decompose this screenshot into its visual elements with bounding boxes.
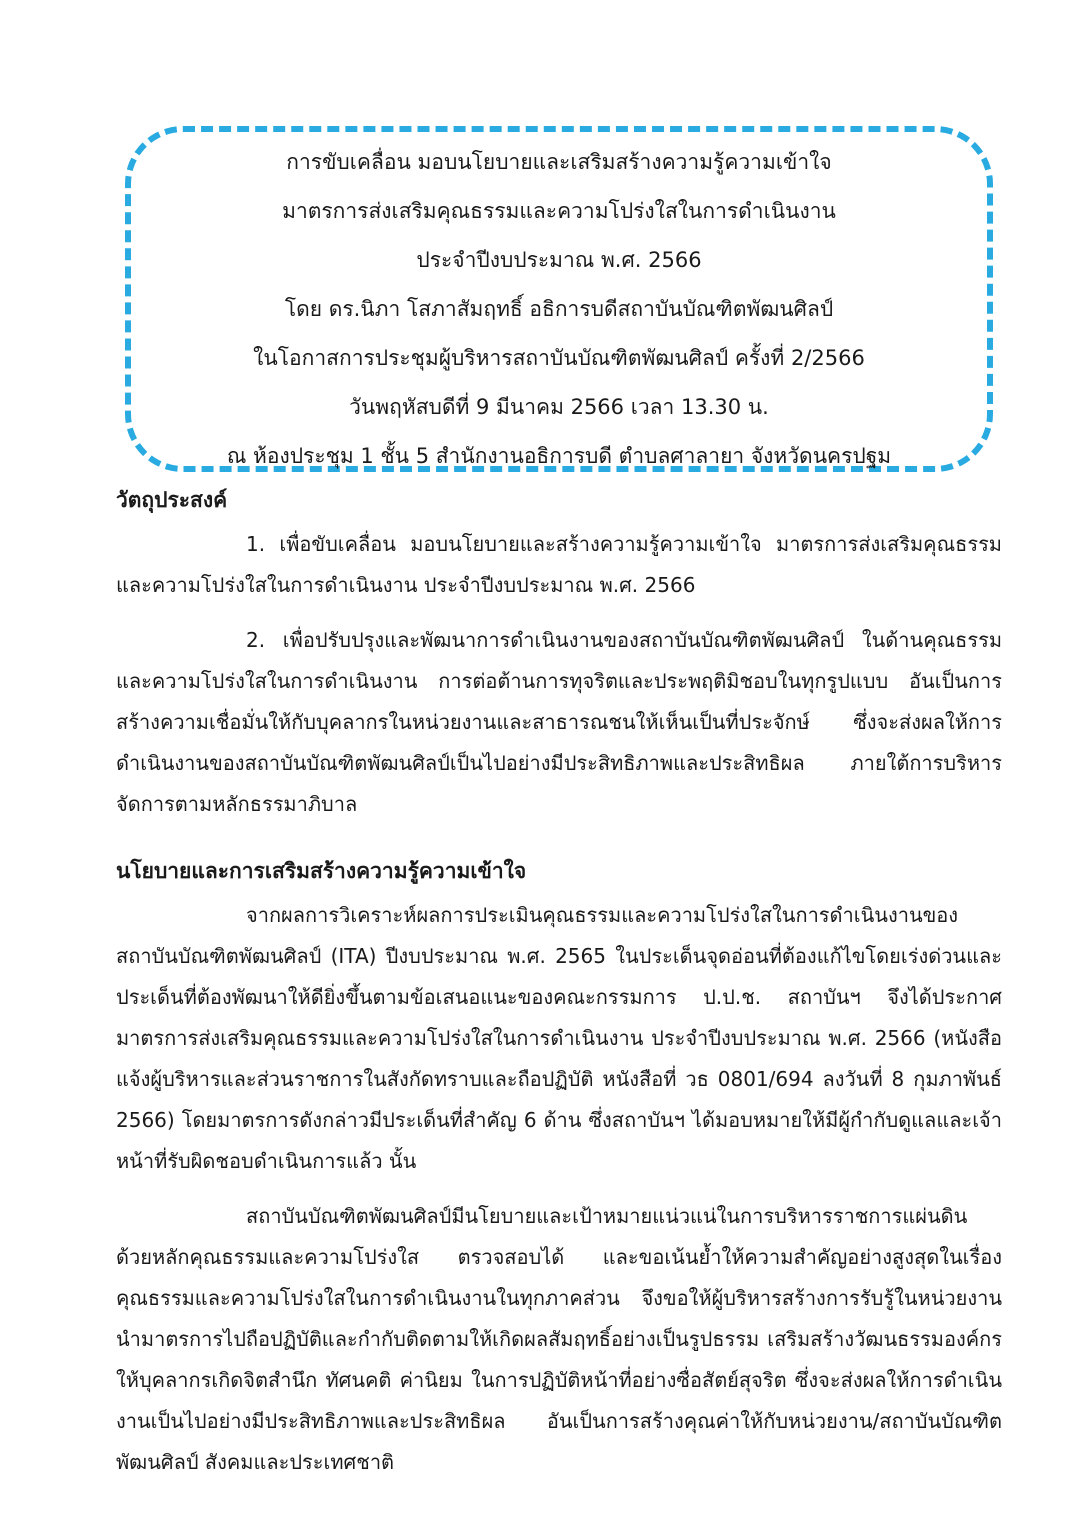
header-line-date: วันพฤหัสบดีที่ 9 มีนาคม 2566 เวลา 13.30 น.: [349, 395, 769, 419]
header-line-measures: มาตรการส่งเสริมคุณธรรมและความโปร่งใสในการดำเนินงาน: [282, 199, 836, 223]
policy-paragraph-1: จากผลการวิเคราะห์ผลการประเมินคุณธรรมและความโปร่งใสในการดำเนินงานของสถาบันบัณฑิตพัฒนศิลป์ (ITA) ปีงบประมาณ พ.ศ. 2565 ในประเด็นจุดอ่อนที่ต้องแก้ไขโดยเร่งด่วนและประเด็นที่ต้องพัฒนาให้ดียิ่งขึ้นตามข้อเสนอแนะของคณะกรรมการ ป.ป.ช. สถาบันฯ จึงได้ประกาศมาตรการส่งเสริมคุณธรรมและความโปร่งใสในการดำเนินงาน ประจำปีงบประมาณ พ.ศ. 2566 (หนังสือแจ้งผู้บริหารและส่วนราชการในสังกัดทราบและถือปฏิบัติ หนังสือที่ วธ 0801/694 ลงวันที่ 8 กุมภาพันธ์ 2566) โดยมาตรการดังกล่าวมีประเด็นที่สำคัญ 6 ด้าน ซึ่งสถาบันฯ ได้มอบหมายให้มีผู้กำกับดูแลและเจ้าหน้าที่รับผิดชอบดำเนินการแล้ว นั้น: [116, 903, 1002, 1173]
header-line-fiscal-year: ประจำปีงบประมาณ พ.ศ. 2566: [416, 248, 702, 272]
header-line-presenter: โดย ดร.นิภา โสภาสัมฤทธิ์ อธิการบดีสถาบันบัณฑิตพัฒนศิลป์: [284, 297, 834, 321]
objectives-heading: วัตถุประสงค์: [116, 488, 228, 512]
objective-item-1: 1. เพื่อขับเคลื่อน มอบนโยบายและสร้างความรู้ความเข้าใจ มาตรการส่งเสริมคุณธรรมและความโปร่งใสในการดำเนินงาน ประจำปีงบประมาณ พ.ศ. 2566: [116, 532, 1002, 597]
objective-item-2: 2. เพื่อปรับปรุงและพัฒนาการดำเนินงานของสถาบันบัณฑิตพัฒนศิลป์ ในด้านคุณธรรมและความโปร่งใสในการดำเนินงาน การต่อต้านการทุจริตและประพฤติมิชอบในทุกรูปแบบ อันเป็นการสร้างความเชื่อมั่นให้กับบุคลากรในหน่วยงานและสาธารณชนให้เห็นเป็นที่ประจักษ์ ซึ่งจะส่งผลให้การดำเนินงานของสถาบันบัณฑิตพัฒนศิลป์เป็นไปอย่างมีประสิทธิภาพและประสิทธิผล ภายใต้การบริหารจัดการตามหลักธรรมาภิบาล: [116, 628, 1002, 816]
header-line-topic: การขับเคลื่อน มอบนโยบายและเสริมสร้างความรู้ความเข้าใจ: [286, 150, 832, 174]
header-title-block: [140, 138, 978, 481]
document-body: [116, 476, 1002, 1483]
header-line-occasion: ในโอกาสการประชุมผู้บริหารสถาบันบัณฑิตพัฒนศิลป์ ครั้งที่ 2/2566: [253, 346, 865, 370]
policy-paragraph-2: สถาบันบัณฑิตพัฒนศิลป์มีนโยบายและเป้าหมายแน่วแน่ในการบริหารราชการแผ่นดินด้วยหลักคุณธรรมและความโปร่งใส ตรวจสอบได้ และขอเน้นย้ำให้ความสำคัญอย่างสูงสุดในเรื่องคุณธรรมและความโปร่งใสในการดำเนินงานในทุกภาคส่วน จึงขอให้ผู้บริหารสร้างการรับรู้ในหน่วยงาน นำมาตรการไปถือปฏิบัติและกำกับติดตามให้เกิดผลสัมฤทธิ์อย่างเป็นรูปธรรม เสริมสร้างวัฒนธรรมองค์กรให้บุคลากรเกิดจิตสำนึก ทัศนคติ ค่านิยม ในการปฏิบัติหน้าที่อย่างซื่อสัตย์สุจริต ซึ่งจะส่งผลให้การดำเนินงานเป็นไปอย่างมีประสิทธิภาพและประสิทธิผล อันเป็นการสร้างคุณค่าให้กับหน่วยงาน/สถาบันบัณฑิตพัฒนศิลป์ สังคมและประเทศชาติ: [116, 1204, 1002, 1474]
header-line-venue: ณ ห้องประชุม 1 ชั้น 5 สำนักงานอธิการบดี ตำบลศาลายา จังหวัดนครปฐม: [226, 444, 892, 468]
policy-heading: นโยบายและการเสริมสร้างความรู้ความเข้าใจ: [116, 859, 527, 883]
